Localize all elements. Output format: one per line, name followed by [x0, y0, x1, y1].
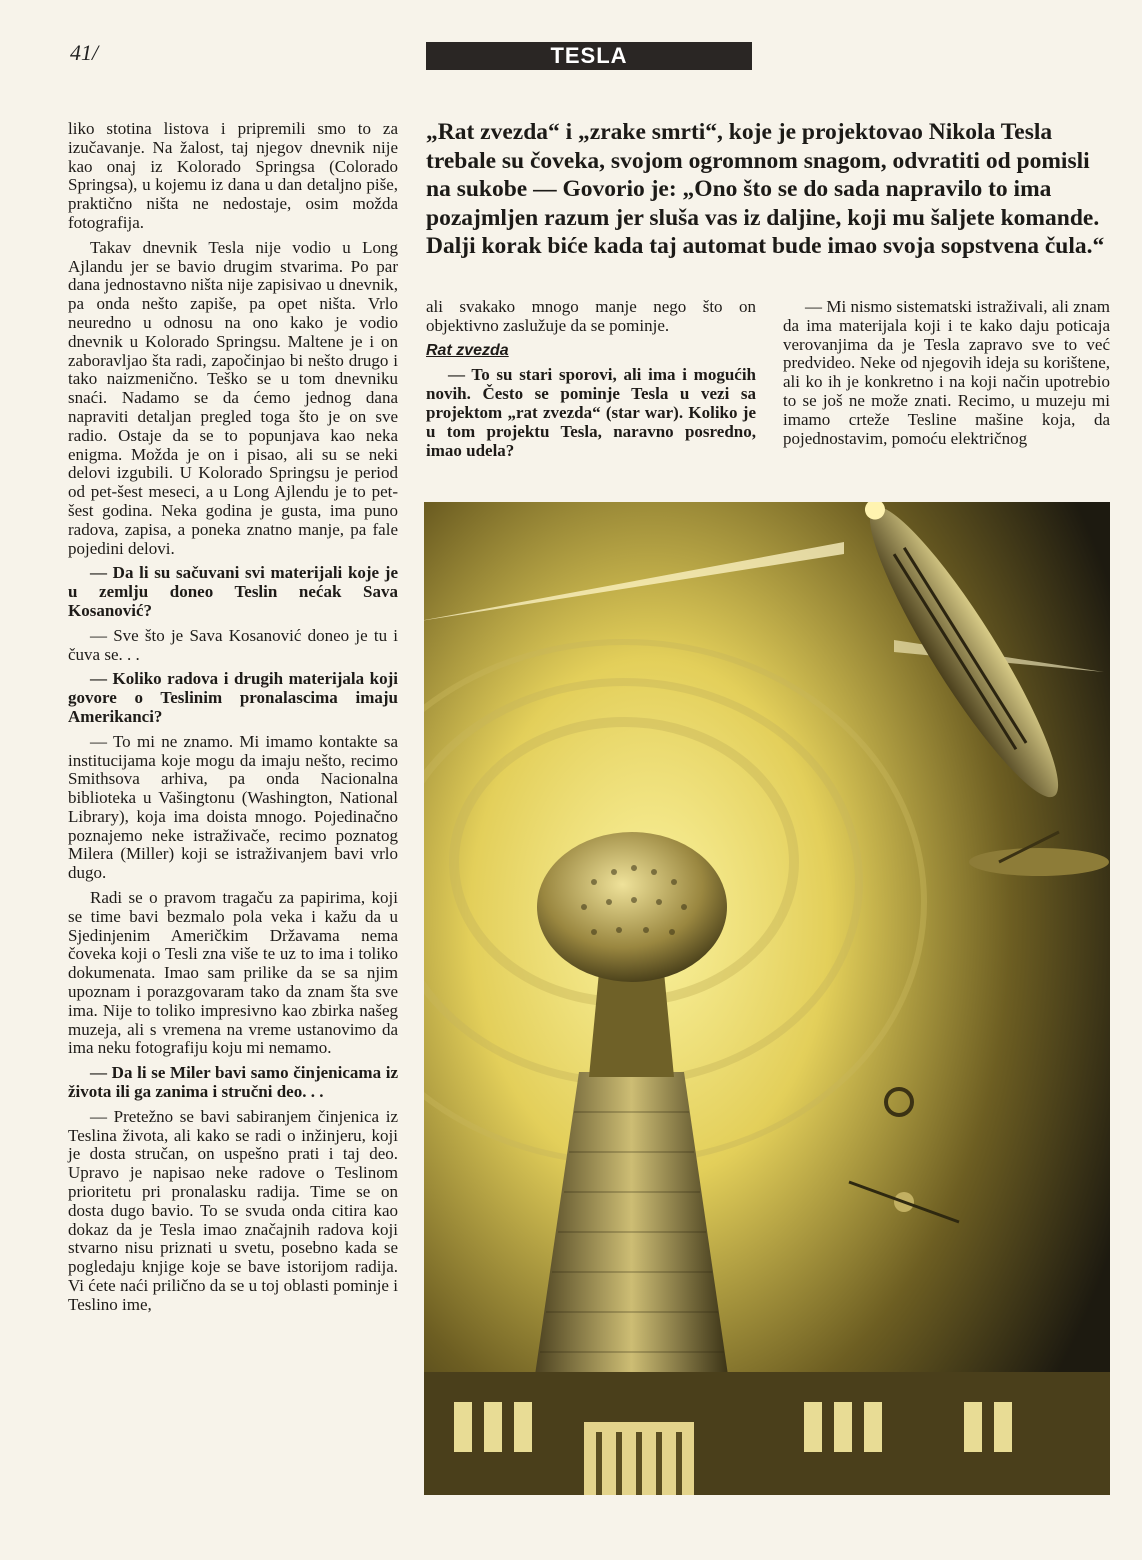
section-title-bar: TESLA — [426, 42, 752, 70]
tower-dome — [537, 832, 727, 982]
right-column — [783, 298, 1110, 454]
interview-question: — Da li su sačuvani svi materijali koje je u zemlju doneo Teslin nećak Sava Kosanović? — [68, 563, 398, 620]
interview-question: — To su stari sporovi, ali ima i mogućih novih. Često se pominje Tesla u vezi sa projektom „rat zvezda“ (star war). Koliko je u tom projektu Tesla, naravno posredno, imao udela? — [426, 365, 756, 460]
page-number: 41/ — [70, 40, 99, 65]
body-paragraph: — To mi ne znamo. Mi imamo kontakte sa institucijama koje mogu da imaju nešto, recimo Smithsova arhiva, pa onda Nacionalna biblioteka u Vašingtonu (Washington, National Library), koja ima doista mnogo. Pojedinačno poznajemo neke istraživače, recimo poznatog Milera (Miller) koji se istraživanjem bavi vrlo dugo. — [68, 731, 398, 883]
body-paragraph: — Sve što je Sava Kosanović doneo je tu i čuva se. . . — [68, 625, 398, 664]
body-paragraph: Takav dnevnik Tesla nije vodio u Long Ajlandu jer se bavio drugim stvarima. Po par dana jednostavno ništa nije zapisivao u dnevnik, pa onda nešto zapiše, pa opet ništa. Vrlo neuredno u odnosu na ono kako je vodio dnevnik u Kolorado Springsu. Maltene je i on zaboravljao šta radi, započinjao bi nešto drugo i tako naizmenično. Teško se u tom dnevniku snaći. Nadamo se da ćemo jednog dana napraviti detaljan pregled toga što je on sve radio. Ostaje da se to popunjava kao neka enigma. Možda je on i pisao, ali su se neki delovi izgubili. U Kolorado Springsu je period od pet-šest meseci, a u Long Ajlendu je to pet-šest godina. Neka godina je gusta, ima puno radova, zapisa, a poneka znatno manje, pa fale pojedini delovi. — [68, 237, 398, 558]
body-paragraph: liko stotina listova i pripremili smo to za izučavanje. Na žalost, taj njegov dnevnik nije kao onaj iz Kolorado Springsa (Colorado Springsa), u kojemu iz dana u dan detaljno piše, praktično ništa ne nedostaje, osim možda fotografija. — [68, 119, 398, 232]
body-paragraph: — Pretežno se bavi sabiranjem činjenica iz Teslina života, ali kako se radi o inžinjeru, koji je dosta stručan, on uspešno prati i taj deo. Upravo je napisao neke radove o Teslinom prioritetu pri pronalasku radija. Time se on dosta dugo bavio. To se svuda onda citira kao dokaz da je Tesla imao značajnih radova koji stvarno nisu priznati u svetu, posebno kada se pogledaju knjige koje se bave istorijom radija. Vi ćete naći prilično da se u toj oblasti pominje i Teslino ime, — [68, 1106, 398, 1314]
interview-question: — Koliko radova i drugih materijala koji govore o Teslinim pronalascima imaju Amerikanci? — [68, 669, 398, 726]
left-column — [68, 120, 398, 1321]
body-paragraph: — Mi nismo sistematski istraživali, ali znam da ima materijala koji i te kako daju poticaja verovanjima da je Tesla zapravo sve to već predvideo. Neke od njegovih ideja su korištene, ali ko ih je konkretno i na koji način upotrebio to se još ne može znati. Recimo, u muzeju mi imamo crteže Tesline mašine koja, da pojednostavim, pomoću električnog — [783, 297, 1110, 448]
pull-quote: „Rat zvezda“ i „zrake smrti“, koje je projektovao Nikola Tesla trebale su čoveka, svojom ogromnom snagom, odvratiti od pomisli na sukobe — Govorio je: „Ono što se do sada napravilo to ima pozajmljen razum jer sluša vas iz daljine, koji mu šaljete komande. Dalji korak biće kada taj automat bude imao svoja sopstvena čula.“ — [426, 119, 1105, 259]
body-paragraph: Radi se o pravom tragaču za papirima, koji se time bavi bezmalo pola veka i kažu da u Sjedinjenim Američkim Državama nema čoveka koji o Tesli zna više te uz to ima i toliko dokumenata. Imao sam prilike da se sa njim upoznam i porazgovaram tako da znam šta sve ima. Nije to toliko impresivno kao zbirka našeg muzeja, ali s vremena na vreme ustanovimo da ima neku fotografiju koju mi nemamo. — [68, 888, 398, 1058]
middle-column — [426, 298, 756, 466]
subheading: Rat zvezda — [426, 341, 509, 359]
interview-question: — Da li se Miler bavi samo činjenicama iz života ili ga zanima i stručni deo. . . — [68, 1063, 398, 1102]
tesla-tower-illustration — [424, 502, 1110, 1495]
sky-glow — [424, 502, 1110, 1495]
body-paragraph: ali svakako mnogo manje nego što on objektivno zaslužuje da se pominje. — [426, 297, 756, 335]
tower-neck — [589, 972, 674, 1077]
